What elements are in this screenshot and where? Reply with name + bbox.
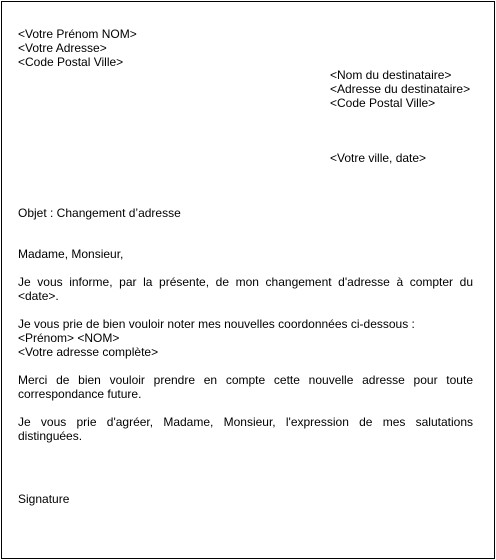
letter-page xyxy=(1,1,495,559)
salutation: Madame, Monsieur, xyxy=(18,247,124,261)
signature-text: Signature xyxy=(18,492,70,506)
subject-line xyxy=(18,206,181,220)
paragraph-change-date: Je vous informe, par la présente, de mon changement d'adresse à compter du <date>. xyxy=(18,275,473,303)
signature xyxy=(18,492,69,506)
paragraph-future-correspondence: Merci de bien vouloir prendre en compte cette nouvelle adresse pour toute correspondance future. xyxy=(18,373,473,401)
sender-name: <Votre Prénom NOM> xyxy=(18,27,137,41)
new-address: <Votre adresse complète> xyxy=(18,345,159,359)
recipient-block xyxy=(330,68,470,110)
sender-address: <Votre Adresse> xyxy=(18,41,107,55)
sender-block xyxy=(18,27,137,69)
recipient-address: <Adresse du destinataire> xyxy=(330,82,471,96)
sender-postal-city: <Code Postal Ville> xyxy=(18,55,124,69)
subject-text: Objet : Changement d’adresse xyxy=(18,206,181,220)
paragraph-new-coordinates: Je vous prie de bien vouloir noter mes nouvelles coordonnées ci-dessous : xyxy=(18,317,415,331)
city-date xyxy=(330,151,426,165)
paragraph-closing: Je vous prie d'agréer, Madame, Monsieur, l'expression de mes salutations distinguées. xyxy=(18,415,473,443)
city-date-text: <Votre ville, date> xyxy=(330,151,427,165)
recipient-name: <Nom du destinataire> xyxy=(330,68,452,82)
new-name: <Prénom> <NOM> xyxy=(18,331,120,345)
recipient-postal-city: <Code Postal Ville> xyxy=(330,96,436,110)
letter-body xyxy=(18,247,473,443)
